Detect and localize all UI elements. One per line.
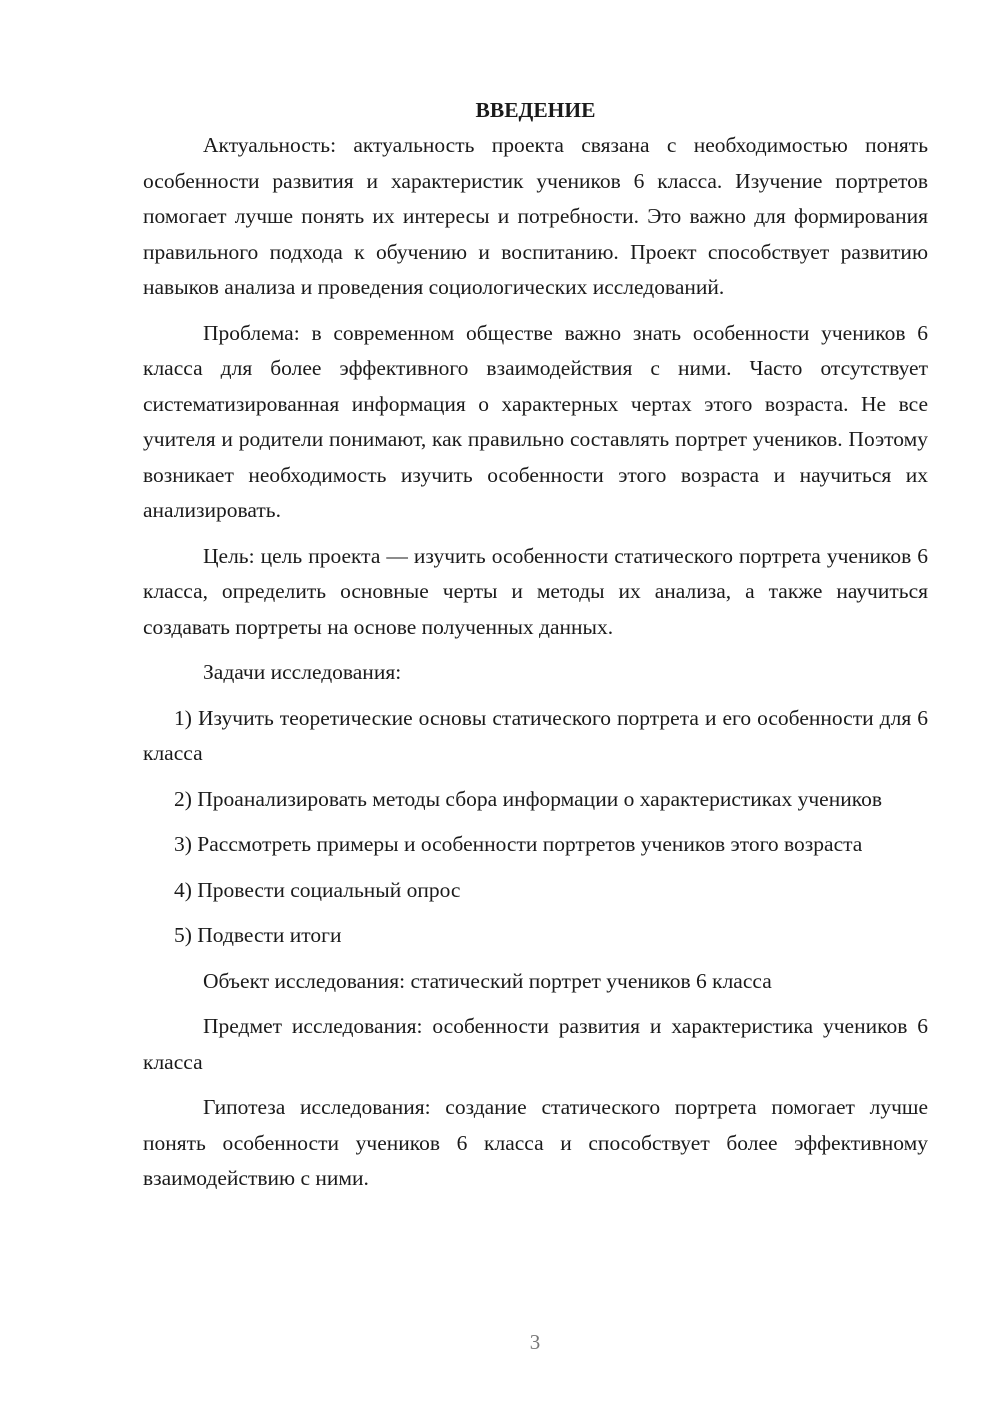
section-title: ВВЕДЕНИЕ <box>475 98 596 122</box>
task-item-5: 5) Подвести итоги <box>174 923 342 947</box>
tasks-heading: Задачи исследования: <box>203 660 402 684</box>
goal-paragraph: Цель: цель проекта — изучить особенности статического портрета учеников 6 класса, определить основные черты и методы их анализа, а также научиться создавать портреты на основе полученных данных. <box>143 543 928 639</box>
object-paragraph: Объект исследования: статический портрет учеников 6 класса <box>203 968 772 993</box>
subject-paragraph: Предмет исследования: особенности развития и характеристика учеников 6 класса <box>143 1014 928 1074</box>
hypothesis-paragraph: Гипотеза исследования: создание статического портрета помогает лучше понять особенности учеников 6 класса и способствует более эффективному взаимодействию с ними. <box>143 1095 928 1190</box>
task-item-3: 3) Рассмотреть примеры и особенности портретов учеников этого возраста <box>174 832 863 856</box>
relevance-paragraph: Актуальность: актуальность проекта связана с необходимостью понять особенности развития и характеристик учеников 6 класса. Изучение портретов помогает лучше понять их интересы и потребности. Это важно для формирования правильного подхода к обучению и воспитанию. Проект способствует развитию навыков анализа и проведения социологических исследований. <box>143 133 928 299</box>
task-item-4: 4) Провести социальный опрос <box>174 877 461 902</box>
page-number: 3 <box>529 1330 541 1354</box>
page-content <box>143 92 928 1197</box>
task-item-2: 2) Проанализировать методы сбора информации о характеристиках учеников <box>174 786 882 811</box>
task-item-1: 1) Изучить теоретические основы статического портрета и его особенности для 6 класса <box>143 705 928 765</box>
problem-paragraph: Проблема: в современном обществе важно знать особенности учеников 6 класса для более эффективного взаимодействия с ними. Часто отсутствует систематизированная информация о характерных чертах этого возраста. Не все учителя и родители понимают, как правильно составлять портрет учеников. Поэтому возникает необходимость изучить особенности этого возраста и научиться их анализировать. <box>143 320 928 522</box>
